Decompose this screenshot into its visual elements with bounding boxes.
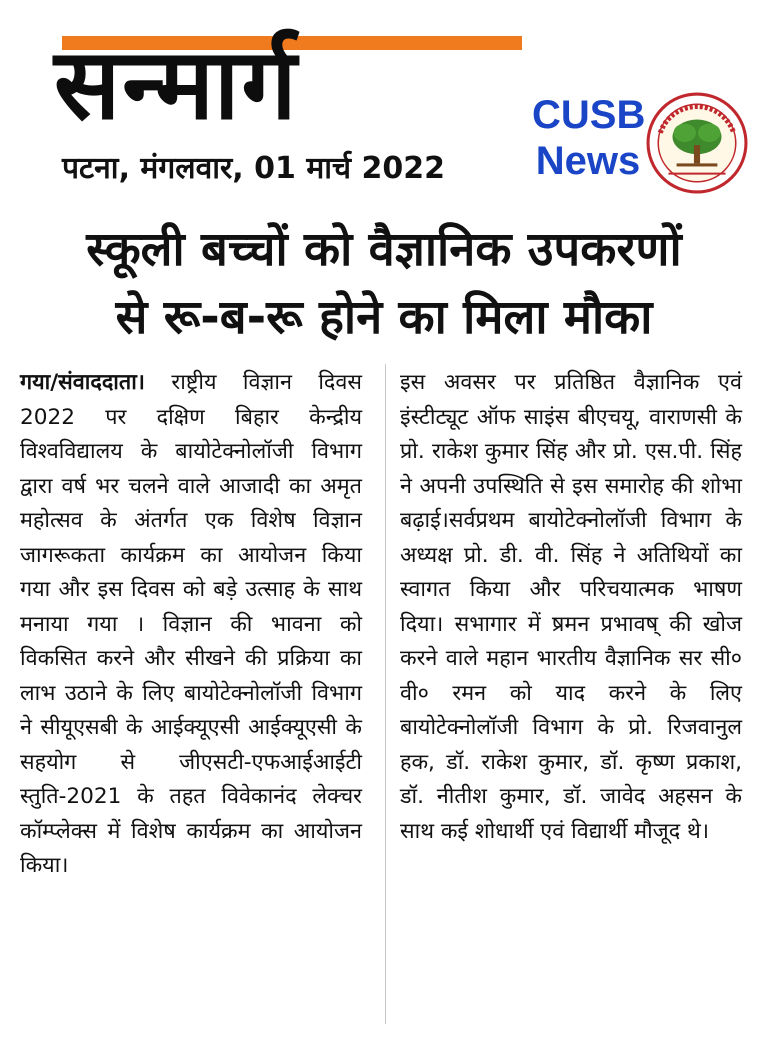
article-paragraph-1 xyxy=(20,366,362,884)
article-column-left xyxy=(20,366,362,884)
column-1-text: राष्ट्रीय विज्ञान दिवस 2022 पर दक्षिण बिहार केन्द्रीय विश्वविद्यालय के बायोटेक्नोलॉजी विभाग द्वारा वर्ष भर चलने वाले आजादी का अमृत महोत्सव के अंतर्गत एक विशेष विज्ञान जागरूकता कार्यक्रम का आयोजन किया गया और इस दिवस को बड़े उत्साह के साथ मनाया गया । विज्ञान की भावना को विकसित करने और सीखने की प्रक्रिया का लाभ उठाने के लिए बायोटेक्नोलॉजी विभाग ने सीयूएसबी के आईक्यूएसी आईक्यूएसी के सहयोग से जीएसटी-एफआईआईटी स्तुति-2021 के तहत विवेकानंद लेक्चर कॉम्प्लेक्स में विशेष कार्यक्रम का आयोजन किया। xyxy=(20,370,362,878)
column-2-text: इस अवसर पर प्रतिष्ठित वैज्ञानिक एवं इंस्टीट्यूट ऑफ साइंस बीएचयू, वाराणसी के प्रो. राकेश कुमार सिंह और प्रो. एस.पी. सिंह ने अपनी उपस्थिति से इस समारोह की शोभा बढ़ाई।सर्वप्रथम बायोटेक्नोलॉजी विभाग के अध्यक्ष प्रो. डी. वी. सिंह ने अतिथियों का स्वागत किया और परिचयात्मक भाषण दिया। सभागार में ष्रमन प्रभावष् की खोज करने वाले महान भारतीय वैज्ञानिक सर सी० वी० रमन को याद करने के लिए बायोटेक्नोलॉजी विभाग के प्रो. रिजवानुल हक, डॉ. राकेश कुमार, डॉ. कृष्ण प्रकाश, डॉ. नीतीश कुमार, डॉ. जावेद अहसन के साथ कई शोधार्थी एवं विद्यार्थी मौजूद थे। xyxy=(400,370,742,844)
newspaper-masthead: सन्मार्ग xyxy=(54,28,299,142)
article-column-right xyxy=(400,366,742,849)
cusb-badge-line1: CUSB xyxy=(532,93,646,137)
headline-line-1: स्कूली बच्चों को वैज्ञानिक उपकरणों xyxy=(86,222,682,277)
cusb-badge-line2: News xyxy=(535,139,641,183)
dateline: पटना, मंगलवार, 01 मार्च 2022 xyxy=(62,151,446,186)
cusb-university-emblem-icon xyxy=(646,92,748,194)
cusb-news-badge xyxy=(532,92,644,184)
byline: गया/संवाददाता। xyxy=(20,370,145,395)
article-headline xyxy=(20,216,748,352)
column-divider xyxy=(385,364,386,1024)
headline-line-2: से रू-ब-रू होने का मिला मौका xyxy=(115,290,653,345)
